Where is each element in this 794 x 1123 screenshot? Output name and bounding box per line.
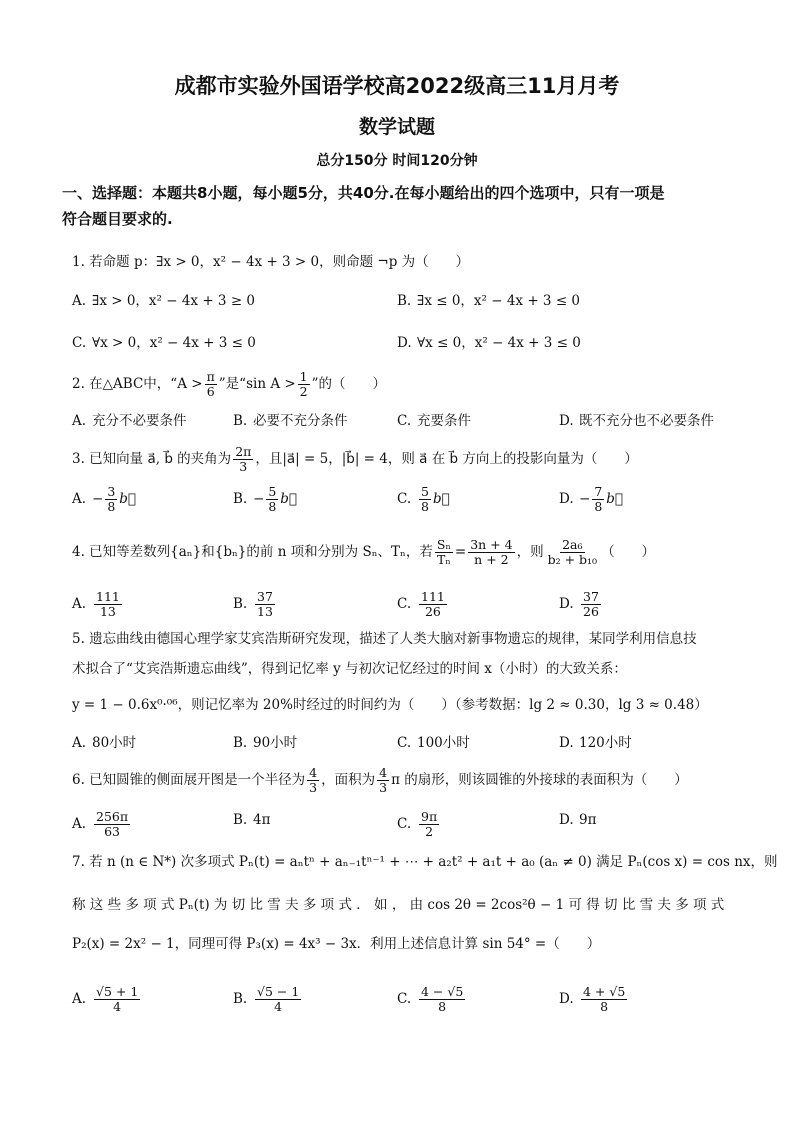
option-frac (419, 590, 447, 619)
option-label: B. (233, 596, 248, 612)
q6-stem-mid: ，面积为 (321, 772, 376, 788)
q6-option-a (72, 810, 132, 839)
q4-stem (72, 538, 655, 567)
denominator: b₂ + b₁₀ (547, 552, 598, 567)
option-label: A. (72, 991, 87, 1007)
option-text: 必要不充分条件 (253, 413, 348, 429)
option-label: C. (397, 735, 412, 751)
option-frac (255, 985, 301, 1014)
q2-stem-pre: 2. 在△ABC中，“A > (72, 376, 203, 392)
option-label: D. (397, 335, 412, 351)
q4-option-b (233, 590, 277, 619)
option-text: ∀x > 0，x² − 4x + 3 ≤ 0 (92, 335, 256, 351)
vector-b: b⃗ (119, 491, 137, 507)
denominator: 8 (268, 499, 277, 514)
equals-sign: = (454, 544, 467, 560)
q4-frac-ratio (468, 538, 514, 567)
q1-option-d (397, 333, 581, 353)
option-label: B. (233, 413, 248, 429)
option-label: D. (559, 735, 574, 751)
q6-stem-post: π 的扇形，则该圆锥的外接球的表面积为（ ） (391, 772, 688, 788)
q4-stem-mid: ，则 (516, 544, 544, 560)
q6-frac-radius (307, 766, 319, 795)
numerator: 37 (583, 589, 599, 604)
option-text: 4π (253, 812, 271, 828)
numerator: 4 (309, 765, 318, 780)
option-text: 充分不必要条件 (92, 413, 187, 429)
q7-line-1: 7. 若 n (n ∈ N*) 次多项式 Pₙ(t) = aₙtⁿ + aₙ₋₁tⁿ⁻¹ + ⋯ + a₂t² + a₁t + a₀ (aₙ ≠ 0) 满足 Pₙ(cos x) = cos nx，则 (72, 854, 778, 870)
q7-line-2: 称 这 些 多 项 式 Pₙ(t) 为 切 比 雪 夫 多 项 式 ． 如 ， 由 cos 2θ = 2cos²θ − 1 可 得 切 比 雪 夫 多 项 式 (72, 897, 725, 913)
q5-line-1: 5. 遗忘曲线由德国心理学家艾宾浩斯研究发现，描述了人类大脑对新事物遗忘的规律，某同学利用信息技 (72, 631, 697, 647)
option-label: B. (233, 491, 248, 507)
q1-option-c (72, 333, 256, 353)
q7-option-b (233, 985, 303, 1014)
option-text: 120小时 (579, 735, 632, 751)
section-line-2: 符合题目要求的. (62, 210, 173, 228)
numerator: 2a₆ (562, 537, 583, 552)
numerator: 4 + √5 (583, 984, 626, 999)
option-label: A. (72, 735, 87, 751)
q1-option-a (72, 291, 255, 311)
numerator: 2π (235, 444, 252, 459)
q4-frac-target (546, 538, 599, 567)
q4-option-c (397, 590, 449, 619)
q3-option-d (559, 485, 623, 514)
numerator: 7 (594, 484, 603, 499)
q7-option-a (72, 985, 142, 1014)
option-label: C. (72, 335, 87, 351)
denominator: 3 (239, 459, 248, 474)
numerator: √5 + 1 (96, 984, 139, 999)
q2-frac-pi-6 (205, 370, 217, 399)
q6-stem-pre: 6. 已知圆锥的侧面展开图是一个半径为 (72, 772, 306, 788)
option-frac (266, 485, 278, 514)
q6-option-c (397, 810, 441, 839)
q3-option-a (72, 485, 136, 514)
option-label: C. (397, 491, 412, 507)
q3-frac-angle (233, 445, 253, 474)
q7-option-c (397, 985, 467, 1014)
q3-option-c (397, 485, 450, 514)
denominator: 2 (425, 824, 434, 839)
q5-option-b (233, 733, 297, 753)
numerator: Sₙ (436, 537, 451, 552)
numerator: 1 (299, 369, 308, 384)
numerator: 256π (96, 809, 129, 824)
denominator: 3 (309, 780, 318, 795)
option-frac (94, 590, 122, 619)
q2-option-a (72, 411, 187, 431)
denominator: 63 (104, 824, 120, 839)
numerator: 9π (421, 809, 438, 824)
option-label: C. (397, 596, 412, 612)
q7-option-d (559, 985, 629, 1014)
denominator: 6 (206, 384, 215, 399)
numerator: 5 (421, 484, 429, 499)
numerator: 4 − √5 (421, 984, 464, 999)
q2-option-b (233, 411, 348, 431)
q5-line-3: y = 1 − 0.6x⁰·⁰⁶，则记忆率为 20%时经过的时间约为（ ）（参考数据：lg 2 ≈ 0.30，lg 3 ≈ 0.48） (72, 697, 708, 713)
option-label: A. (72, 596, 87, 612)
denominator: 8 (600, 999, 609, 1014)
exam-title: 成都市实验外国语学校高2022级高三11月月考 (174, 74, 620, 98)
option-label: C. (397, 991, 412, 1007)
option-label: B. (397, 293, 412, 309)
option-label: A. (72, 413, 87, 429)
numerator: 4 (379, 765, 388, 780)
denominator: 26 (424, 604, 441, 619)
sign: − (579, 491, 591, 507)
denominator: 8 (421, 499, 429, 514)
option-label: A. (72, 816, 87, 832)
q6-option-b (233, 810, 270, 830)
option-label: C. (397, 413, 412, 429)
subject-title: 数学试题 (358, 116, 435, 138)
option-frac (592, 485, 604, 514)
numerator: 3n + 4 (470, 537, 513, 552)
numerator: 111 (421, 589, 445, 604)
q2-stem (72, 370, 386, 399)
q5-line-2: 术拟合了“艾宾浩斯遗忘曲线”，得到记忆率 y 与初次记忆经过的时间 x（小时）的大致关系： (72, 661, 627, 677)
q4-stem-post: （ ） (601, 544, 656, 560)
vector-b: b⃗ (432, 491, 450, 507)
q5-option-d (559, 733, 632, 753)
section-line-1: 一、选择题：本题共8小题，每小题5分，共40分.在每小题给出的四个选项中，只有一项是 (62, 184, 665, 202)
option-frac (419, 485, 431, 514)
numerator: 111 (96, 589, 120, 604)
q5-option-c (397, 733, 470, 753)
option-label: B. (233, 812, 248, 828)
denominator: n + 2 (474, 552, 509, 567)
q4-option-a (72, 590, 124, 619)
q6-stem (72, 766, 688, 795)
q2-stem-mid: ”是“sin A > (218, 376, 296, 392)
option-text: 80小时 (92, 735, 137, 751)
option-label: A. (72, 491, 87, 507)
option-text: ∃x ≤ 0，x² − 4x + 3 ≤ 0 (417, 293, 581, 309)
exam-meta: 总分150分 时间120分钟 (316, 153, 478, 169)
denominator: 3 (379, 780, 388, 795)
option-label: D. (559, 812, 574, 828)
option-text: ∀x ≤ 0，x² − 4x + 3 ≤ 0 (417, 335, 581, 351)
q4-frac-s-t (435, 538, 453, 567)
option-label: C. (397, 816, 412, 832)
q7-line-3: P₂(x) = 2x² − 1，同理可得 P₃(x) = 4x³ − 3x．利用上述信息计算 sin 54° =（ ） (72, 936, 601, 952)
option-text: 9π (579, 812, 597, 828)
q3-stem-post: ，且|a⃗| = 5，|b⃗| = 4，则 a⃗ 在 b⃗ 方向上的投影向量为（ ） (255, 451, 638, 467)
option-frac (94, 810, 130, 839)
option-text: 100小时 (417, 735, 470, 751)
denominator: 13 (99, 604, 116, 619)
option-text: 既不充分也不必要条件 (579, 413, 714, 429)
option-frac (419, 810, 439, 839)
option-frac (105, 485, 117, 514)
option-label: B. (233, 735, 248, 751)
q6-frac-area (377, 766, 389, 795)
option-frac (581, 590, 601, 619)
option-text: 充要条件 (417, 413, 471, 429)
denominator: 8 (107, 499, 116, 514)
q2-frac-1-2 (298, 370, 310, 399)
option-label: D. (559, 491, 574, 507)
denominator: 2 (299, 384, 308, 399)
option-label: D. (559, 413, 574, 429)
denominator: 4 (113, 999, 122, 1014)
option-frac (581, 985, 627, 1014)
q3-stem-pre: 3. 已知向量 a⃗, b⃗ 的夹角为 (72, 451, 232, 467)
vector-b: b⃗ (606, 491, 624, 507)
option-label: A. (72, 293, 87, 309)
q3-stem (72, 445, 638, 474)
denominator: 8 (594, 499, 603, 514)
option-label: D. (559, 596, 574, 612)
q1-stem: 1. 若命题 p：∃x > 0，x² − 4x + 3 > 0，则命题 ¬p 为（ ） (72, 254, 470, 270)
q2-option-c (397, 411, 471, 431)
q3-option-b (233, 485, 297, 514)
q4-option-d (559, 590, 603, 619)
denominator: 8 (438, 999, 447, 1014)
section-heading (62, 180, 742, 232)
sign: − (253, 491, 265, 507)
option-text: 90小时 (253, 735, 298, 751)
q2-stem-post: ”的（ ） (311, 376, 387, 392)
option-label: D. (559, 991, 574, 1007)
numerator: √5 − 1 (257, 984, 300, 999)
q1-option-b (397, 291, 580, 311)
numerator: 5 (268, 484, 277, 499)
numerator: 3 (107, 484, 116, 499)
q5-option-a (72, 733, 136, 753)
q4-stem-pre: 4. 已知等差数列{aₙ}和{bₙ}的前 n 项和分别为 Sₙ、Tₙ，若 (72, 544, 433, 560)
denominator: 26 (583, 604, 599, 619)
q2-option-d (559, 411, 714, 431)
option-label: B. (233, 991, 248, 1007)
option-frac (419, 985, 465, 1014)
numerator: 37 (257, 589, 273, 604)
denominator: Tₙ (437, 552, 451, 567)
q6-option-d (559, 810, 596, 830)
sign: − (92, 491, 104, 507)
option-frac (255, 590, 275, 619)
numerator: π (206, 369, 215, 384)
option-frac (94, 985, 140, 1014)
option-text: ∃x > 0，x² − 4x + 3 ≥ 0 (92, 293, 256, 309)
denominator: 13 (257, 604, 273, 619)
denominator: 4 (274, 999, 283, 1014)
vector-b: b⃗ (280, 491, 298, 507)
